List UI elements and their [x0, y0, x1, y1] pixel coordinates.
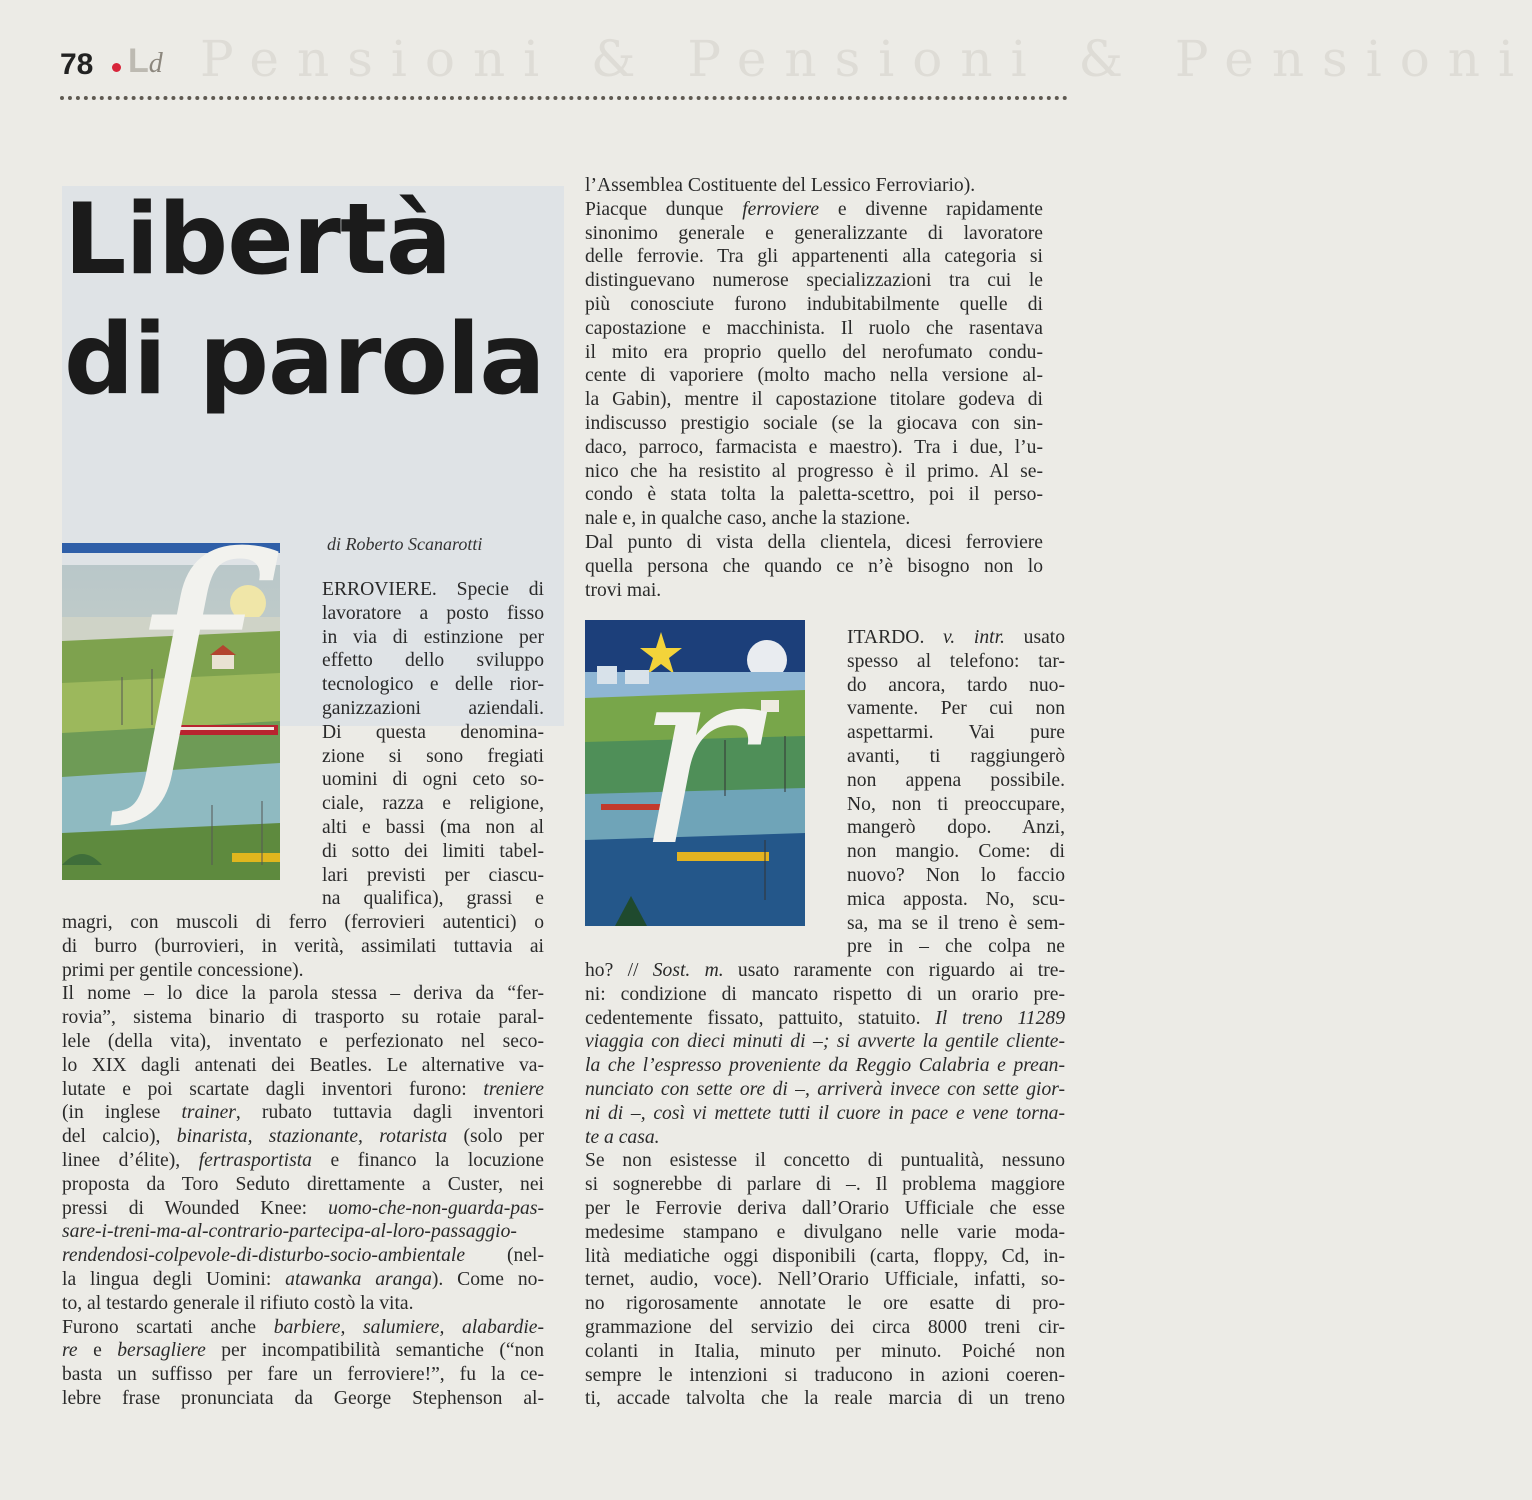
text-line: tecnologico e delle rior-	[322, 674, 544, 696]
text-line: delle ferrovie. Tra gli appartenenti alla categoria si	[585, 246, 1043, 268]
text-line: l’Assemblea Costituente del Lessico Ferroviario).	[585, 175, 976, 196]
text-line: no rigorosamente annotate le ore esatte di pro-	[585, 1293, 1065, 1315]
text-line: quella persona che quando ce n’è bisogno non lo	[585, 555, 1043, 577]
text-line: ternet, audio, voce). Nell’Orario Ufficiale, infatti, so-	[585, 1269, 1065, 1291]
text-line: del calcio), binarista, stazionante, rotarista (solo per	[62, 1126, 544, 1148]
text-column-right-wide	[585, 959, 1065, 1411]
text-line: alti e bassi (ma non al	[322, 816, 544, 838]
text-line: lutate e poi scartate dagli inventori furono: treniere	[62, 1078, 544, 1100]
text-line: per le Ferrovie deriva dall’Orario Ufficiale che esse	[585, 1197, 1065, 1219]
text-line: viaggia con dieci minuti di –; si avverte la gentile cliente-	[585, 1031, 1065, 1053]
text-column-left-narrow	[322, 578, 544, 911]
text-line: te a casa.	[585, 1126, 660, 1148]
text-column-right-narrow	[847, 626, 1065, 959]
title-line-1: Libertà	[64, 183, 451, 297]
text-line: zione si sono fregiati	[322, 745, 544, 767]
text-line: grammazione del servizio dei circa 8000 treni cir-	[585, 1316, 1065, 1338]
text-line: avanti, ti raggiungerò	[847, 745, 1065, 767]
text-line: sa, ma se il treno è sem-	[847, 912, 1065, 934]
text-line: non appena possibile.	[847, 769, 1065, 791]
title-line-2: di parola	[64, 303, 545, 417]
text-line: mica apposta. No, scu-	[847, 888, 1065, 910]
page-number: 78	[60, 48, 94, 81]
text-line: in via di estinzione per	[322, 626, 544, 648]
header-bullet	[112, 63, 121, 72]
text-line: basta un suffisso per fare un ferroviere!”, fu la ce-	[62, 1364, 544, 1386]
text-line: primi per gentile concessione).	[62, 959, 304, 981]
text-line: cente di vaporiere (molto macho nella versione al-	[585, 365, 1043, 387]
text-line: Di questa denomina-	[322, 721, 544, 743]
article-byline: di Roberto Scanarotti	[327, 534, 483, 554]
text-line: Furono scartati anche barbiere, salumiere, alabardie-	[62, 1316, 544, 1338]
illustration-drop-cap-f	[62, 497, 280, 880]
text-line: ti, accade talvolta che la reale marcia di un treno	[585, 1388, 1065, 1410]
text-line: più conosciute furono indubitabilmente quelle di	[585, 293, 1043, 315]
text-line: condo è stata tolta la paletta-scettro, poi il perso-	[585, 484, 1043, 506]
text-line: ITARDO. v. intr. usato	[847, 627, 1065, 648]
text-line: colanti in Italia, minuto per minuto. Poiché non	[585, 1340, 1065, 1362]
text-line: lo XIX dagli antenati dei Beatles. Le alternative va-	[62, 1054, 544, 1076]
text-line: na qualifica), grassi e	[322, 888, 544, 910]
text-line: nale e, in qualche caso, anche la stazione.	[585, 508, 911, 530]
text-line: la Gabin), mentre il capostazione titolare godeva di	[585, 389, 1043, 411]
text-line: pressi di Wounded Knee: uomo-che-non-guarda-pas-	[62, 1197, 544, 1219]
text-line: linee d’élite), fertrasportista e financo la locuzione	[62, 1149, 544, 1171]
header-watermark: Pensioni & Pensioni & Pensioni	[200, 30, 1532, 88]
text-line: Dal punto di vista della clientela, dicesi ferroviere	[585, 531, 1043, 553]
text-line: mangerò dopo. Anzi,	[847, 817, 1065, 839]
text-line: sare-i-treni-ma-al-contrario-partecipa-al-loro-passaggio-	[62, 1221, 517, 1243]
text-line: ni: condizione di mancato rispetto di un orario pre-	[585, 983, 1065, 1005]
text-line: cedentemente fissato, pattuito, statuito. Il treno 11289	[585, 1007, 1065, 1029]
text-line: effetto dello sviluppo	[322, 650, 544, 672]
text-line: nunciato con sette ore di –, arriverà invece con sette gior-	[585, 1078, 1065, 1100]
text-line: lavoratore a posto fisso	[322, 602, 544, 624]
text-line: re e bersagliere per incompatibilità semantiche (“non	[62, 1340, 545, 1362]
text-line: to, al testardo generale il rifiuto costò la vita.	[62, 1292, 414, 1314]
text-line: Piacque dunque ferroviere e divenne rapidamente	[585, 198, 1043, 220]
text-line: vamente. Per cui non	[847, 698, 1065, 720]
text-line: pre in – che colpa ne	[847, 936, 1065, 958]
text-line: distinguevano numerose specializzazioni tra cui le	[585, 270, 1043, 292]
text-line: non mangio. Come: di	[847, 841, 1065, 863]
text-line: rendendosi-colpevole-di-disturbo-socio-ambientale (nel-	[62, 1245, 544, 1267]
text-line: uomini di ogni ceto so-	[322, 769, 544, 791]
text-line: lele (della vita), inventato e perfezionato nel seco-	[62, 1030, 544, 1052]
text-column-left-wide	[62, 911, 544, 1411]
text-line: medesime stampano e divulgano nelle varie moda-	[585, 1221, 1065, 1243]
text-line: si sognerebbe di parlare di –. Il problema maggiore	[585, 1174, 1065, 1196]
text-line: la lingua degli Uomini: atawanka aranga). Come no-	[62, 1268, 544, 1290]
text-line: lari previsti per ciascu-	[322, 864, 544, 886]
text-column-right-top	[585, 174, 1043, 602]
text-line: proposta da Toro Seduto direttamente a Custer, nei	[62, 1173, 544, 1195]
text-line: lebre frase pronunciata da George Stephenson al-	[62, 1387, 544, 1409]
text-line: Il nome – lo dice la parola stessa – deriva da “fer-	[62, 983, 544, 1005]
text-line: trovi mai.	[585, 579, 662, 601]
text-line: No, non ti preoccupare,	[847, 793, 1065, 815]
text-line: Se non esistesse il concetto di puntualità, nessuno	[585, 1150, 1065, 1172]
text-line: di burro (burrovieri, in verità, assimilati tuttavia ai	[62, 935, 544, 957]
text-line: daco, parroco, farmacista e maestro). Tra i due, l’u-	[585, 436, 1043, 458]
text-line: il mito era proprio quello del nerofumato condu-	[585, 341, 1043, 363]
text-line: capostazione e macchinista. Il ruolo che rasentava	[585, 317, 1043, 339]
text-line: rovia”, sistema binario di trasporto su rotaie paral-	[62, 1007, 544, 1029]
text-line: ganizzazioni aziendali.	[322, 697, 544, 719]
text-line: spesso al telefono: tar-	[847, 650, 1065, 672]
text-line: di sotto dei limiti tabel-	[322, 840, 544, 862]
text-line: aspettarmi. Vai pure	[847, 722, 1065, 744]
illustration-drop-cap-r	[585, 610, 805, 926]
svg-text:f: f	[128, 497, 236, 834]
text-line: ho? // Sost. m. usato raramente con riguardo ai tre-	[585, 960, 1065, 981]
text-line: ERROVIERE. Specie di	[322, 579, 544, 600]
text-line: do ancora, tardo nuo-	[847, 674, 1065, 696]
magazine-logo: Ld	[128, 42, 163, 80]
text-line: la che l’espresso proveniente da Reggio Calabria e prean-	[585, 1055, 1065, 1077]
text-line: sempre le intenzioni si traducono in azioni coeren-	[585, 1364, 1065, 1386]
text-line: indiscusso prestigio sociale (se la giocava con sin-	[585, 412, 1043, 434]
text-line: ni di –, così vi mettete tutti il cuore in pace e vene torna-	[585, 1102, 1065, 1124]
text-line: (in inglese trainer, rubato tuttavia dagli inventori	[62, 1102, 544, 1124]
svg-text:r: r	[635, 610, 755, 901]
header-dotted-rule	[60, 96, 1068, 100]
text-line: nuovo? Non lo faccio	[847, 864, 1065, 886]
text-line: lità mediatiche oggi disponibili (carta, floppy, Cd, in-	[585, 1245, 1065, 1267]
article-title	[64, 180, 545, 420]
text-line: nico che ha resistito al progresso è il primo. Al se-	[585, 460, 1043, 482]
text-line: magri, con muscoli di ferro (ferrovieri autentici) o	[62, 912, 544, 933]
text-line: sinonimo generale e generalizzante di lavoratore	[585, 222, 1043, 244]
text-line: ciale, razza e religione,	[322, 793, 544, 815]
